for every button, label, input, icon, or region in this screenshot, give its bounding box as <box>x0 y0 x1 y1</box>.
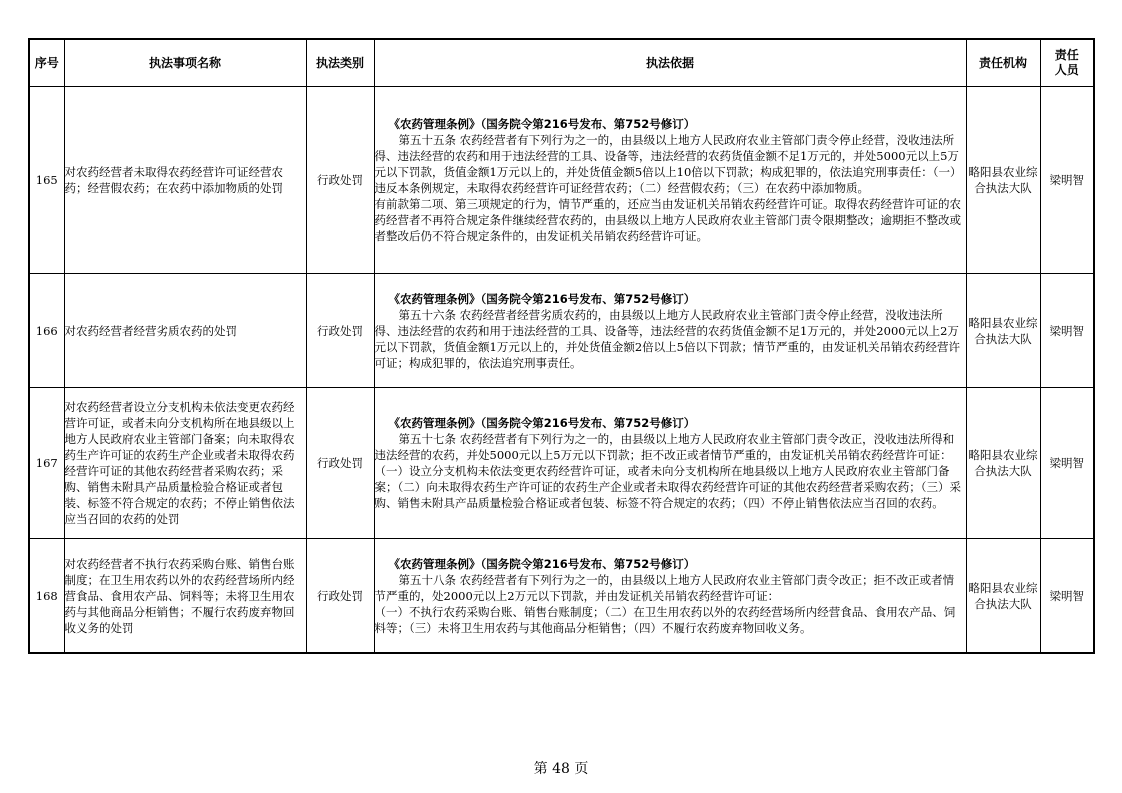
row-org: 略阳县农业综合执法大队 <box>966 274 1040 388</box>
row-number: 167 <box>29 388 64 539</box>
basis-body: 第五十五条 农药经营者有下列行为之一的，由县级以上地方人民政府农业主管部门责令停止经营，没收违法所得、违法经营的农药和用于违法经营的工具、设备等，违法经营的农药货值金额不足1万元的，并处5000元以上5万元以下罚款，货值金额1万元以上的，并处货值金额5倍以上10倍以下罚款；构成犯罪的，依法追究刑事责任：（一）违反本条例规定，未取得农药经营许可证经营农药；（二）经营假农药；（三）在农药中添加物质。 <box>374 133 962 195</box>
table-row <box>29 87 1094 274</box>
row-person: 梁明智 <box>1040 274 1094 388</box>
row-person: 梁明智 <box>1040 388 1094 539</box>
row-item-name: 对农药经营者不执行农药采购台账、销售台账制度；在卫生用农药以外的农药经营场所内经营食品、食用农产品、饲料等；未将卫生用农药与其他商品分柜销售；不履行农药废弃物回收义务的处罚 <box>64 539 306 654</box>
row-legal-basis <box>374 388 966 539</box>
basis-body: 第五十六条 农药经营者经营劣质农药的，由县级以上地方人民政府农业主管部门责令停止经营，没收违法所得、违法经营的农药和用于违法经营的工具、设备等，违法经营的农药货值金额不足1万元的，并处2000元以上2万元以下罚款，货值金额1万元以上的，并处货值金额2倍以上5倍以下罚款；情节严重的，由发证机关吊销农药经营许可证；构成犯罪的，依法追究刑事责任。 <box>374 307 960 370</box>
header-org: 责任机构 <box>966 39 1040 87</box>
header-type: 执法类别 <box>306 39 374 87</box>
row-item-name: 对农药经营者经营劣质农药的处罚 <box>64 274 306 388</box>
row-legal-basis <box>374 539 966 654</box>
basis-body: 第五十八条 农药经营者有下列行为之一的，由县级以上地方人民政府农业主管部门责令改正；拒不改正或者情节严重的，处2000元以上2万元以下罚款，并由发证机关吊销农药经营许可证： <box>374 572 955 603</box>
row-legal-basis <box>374 274 966 388</box>
header-name: 执法事项名称 <box>64 39 306 87</box>
row-legal-basis <box>374 87 966 274</box>
row-category: 行政处罚 <box>306 388 374 539</box>
enforcement-table <box>28 38 1095 654</box>
row-number: 166 <box>29 274 64 388</box>
row-item-name: 对农药经营者设立分支机构未依法变更农药经营许可证，或者未向分支机构所在地县级以上地方人民政府农业主管部门备案；向未取得农药生产许可证的农药生产企业或者未取得农药经营许可证的其他农药经营者采购农药；采购、销售未附具产品质量检验合格证或者包装、标签不符合规定的农药；不停止销售依法应当召回的农药的处罚 <box>64 388 306 539</box>
row-number: 168 <box>29 539 64 654</box>
basis-extra: （一）不执行农药采购台账、销售台账制度；（二）在卫生用农药以外的农药经营场所内经营食品、食用农产品、饲料等；（三）未将卫生用农药与其他商品分柜销售；（四）不履行农药废弃物回收义务。 <box>374 604 956 635</box>
row-org: 略阳县农业综合执法大队 <box>966 87 1040 274</box>
row-org: 略阳县农业综合执法大队 <box>966 388 1040 539</box>
table-row <box>29 388 1094 539</box>
row-person: 梁明智 <box>1040 87 1094 274</box>
basis-body: 第五十七条 农药经营者有下列行为之一的，由县级以上地方人民政府农业主管部门责令改正，没收违法所得和违法经营的农药，并处5000元以上5万元以下罚款；拒不改正或者情节严重的，由发证机关吊销农药经营许可证：（一）设立分支机构未依法变更农药经营许可证，或者未向分支机构所在地县级以上地方人民政府农业主管部门备案；（二）向未取得农药生产许可证的农药生产企业或者未取得农药经营许可证的其他农药经营者采购农药；（三）采购、销售未附具产品质量检验合格证或者包装、标签不符合规定的农药；（四）不停止销售依法应当召回的农药。 <box>374 432 961 510</box>
basis-title: 《农药管理条例》（国务院令第216号发布、第752号修订） <box>388 291 696 306</box>
row-person: 梁明智 <box>1040 539 1094 654</box>
header-num: 序号 <box>29 39 64 87</box>
row-category: 行政处罚 <box>306 87 374 274</box>
table-header-row <box>29 39 1094 87</box>
row-item-name: 对农药经营者未取得农药经营许可证经营农药；经营假农药；在农药中添加物质的处罚 <box>64 87 306 274</box>
row-category: 行政处罚 <box>306 274 374 388</box>
row-number: 165 <box>29 87 64 274</box>
row-category: 行政处罚 <box>306 539 374 654</box>
basis-title: 《农药管理条例》（国务院令第216号发布、第752号修订） <box>388 117 696 131</box>
row-org: 略阳县农业综合执法大队 <box>966 539 1040 654</box>
page-number: 第 48 页 <box>533 761 589 777</box>
basis-extra: 有前款第二项、第三项规定的行为，情节严重的，还应当由发证机关吊销农药经营许可证。取得农药经营许可证的农药经营者不再符合规定条件继续经营农药的，由县级以上地方人民政府农业主管部门责令限期整改；逾期拒不整改或者整改后仍不符合规定条件的，由发证机关吊销农药经营许可证。 <box>374 197 961 243</box>
header-basis: 执法依据 <box>374 39 966 87</box>
header-person <box>1040 39 1094 87</box>
table-row <box>29 539 1094 654</box>
header-person-label: 责任人员 <box>1054 48 1079 77</box>
table-row <box>29 274 1094 388</box>
basis-title: 《农药管理条例》（国务院令第216号发布、第752号修订） <box>388 416 696 430</box>
basis-title: 《农药管理条例》（国务院令第216号发布、第752号修订） <box>388 556 696 571</box>
